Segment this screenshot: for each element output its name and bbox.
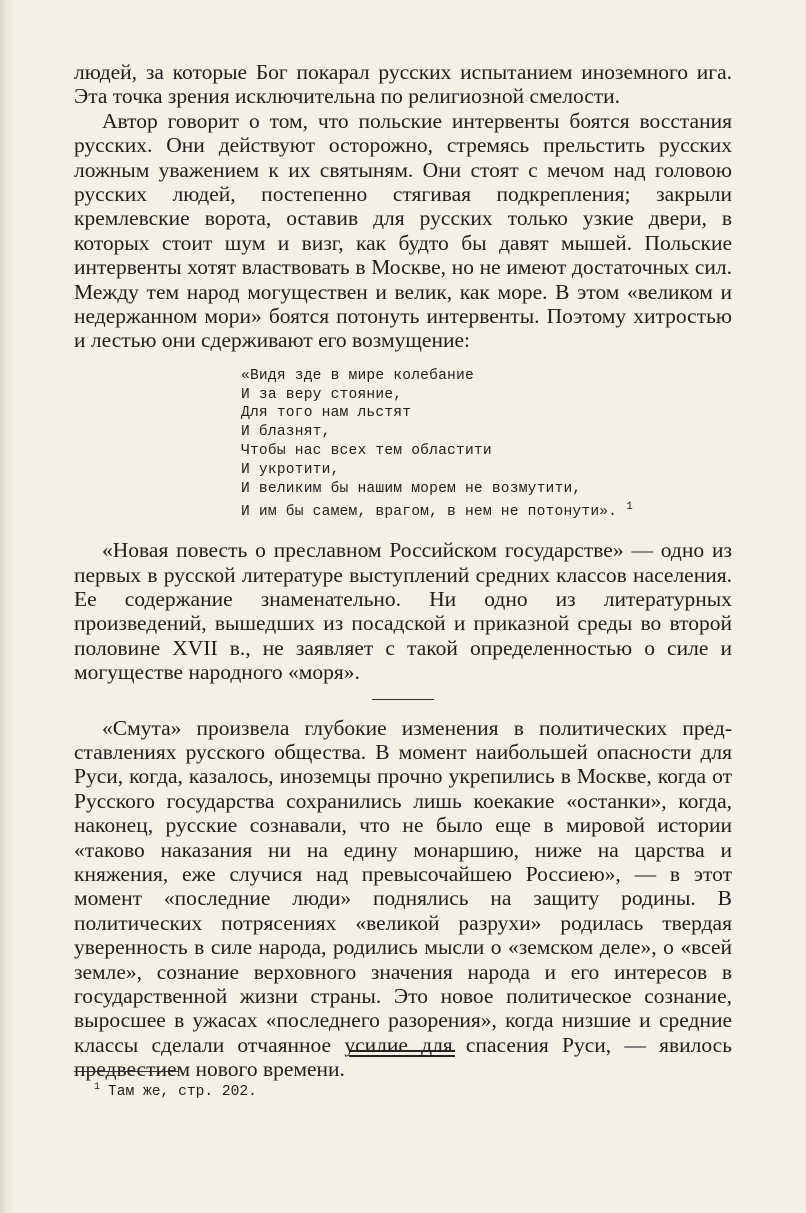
footnote-divider xyxy=(74,1071,179,1072)
footnote-reference: 1 xyxy=(626,501,634,514)
verse-line: И укротити, xyxy=(241,461,340,478)
footnote xyxy=(94,1082,257,1100)
verse-line: И блазнят, xyxy=(241,424,331,441)
section-divider xyxy=(372,699,434,700)
footnote-marker: 1 xyxy=(94,1082,101,1093)
verse-line: И им бы самем, врагом, в нем не потонути». xyxy=(241,504,618,521)
paragraph-4: «Смута» произвела глубокие изменения в политических представлениях русского общества. В момент наибольшей опасности для Руси, когда, казалось, иноземцы прочно укрепились в Москве, когда от Русского государства сохранились лишь коекакие «останки», когда, наконец, русские сознавали, что не было еще в мировой истории «таково наказания ни на едину монаршию, ниже на царства и княжения, еже случися над превысочайшею Россиею», — в этот момент «последние люди» поднялись на защиту родины. В политических потрясениях «великой разрухи» родилась твердая уверенность в силе народа, родились мысли о «земском деле», о «всей земле», сознание верховного значения народа и его интересов в государственной жизни страны. Это новое политическое сознание, выросшее в ужасах «последнего разорения», когда низшие и средние классы сделали отчаянное усилие для спасения Руси, — явилось предвестием нового времени. xyxy=(74,715,732,1082)
end-ornament-rule xyxy=(349,1050,455,1060)
verse-line: «Видя зде в мире колебание xyxy=(241,367,474,384)
paragraph-3: «Новая повесть о преславном Российском государстве» — одно из первых в русской литературе выступлений средних классов населения. Ее содержание знаменательно. Ни одно из литературных произведений, вышедших из посадской и приказной среды во второй половине XVII в., не заявляет с такой определенностью о силе и могуществе народного «моря». xyxy=(74,538,732,685)
verse-line: И за веру стояние, xyxy=(241,386,403,403)
verse-line: И великим бы нашим морем не возмутити, xyxy=(241,480,582,497)
paragraph-1: людей, за которые Бог покарал русских испытанием иноземного ига. Эта точка зрения исключительна по религиозной смелости. xyxy=(74,60,732,109)
verse-line-last xyxy=(241,498,732,522)
paragraph-2: Автор говорит о том, что польские интервенты боятся восстания русских. Они действуют осторожно, стремясь прельстить русских ложным уважением к их святыням. Они стоят с мечом над головою русских людей, постепенно стягивая подкрепления; закрыли кремлевские ворота, оставив для русских только узкие двери, в которых стоит шум и визг, как будто бы давят мышей. Польские интервенты хотят властвовать в Москве, но не имеют достаточных сил. Между тем народ могуществен и велик, как море. В этом «великом и недержанном мори» боятся потонуть интервенты. Поэтому хитростью и лестью они сдерживают его возмущение: xyxy=(74,108,732,353)
text-column xyxy=(74,60,732,1082)
footnote-text: Там же, стр. 202. xyxy=(108,1083,257,1100)
verse-line: Для того нам льстят xyxy=(241,405,412,422)
verse-line: Чтобы нас всех тем областити xyxy=(241,443,492,460)
verse-quote xyxy=(241,367,732,522)
